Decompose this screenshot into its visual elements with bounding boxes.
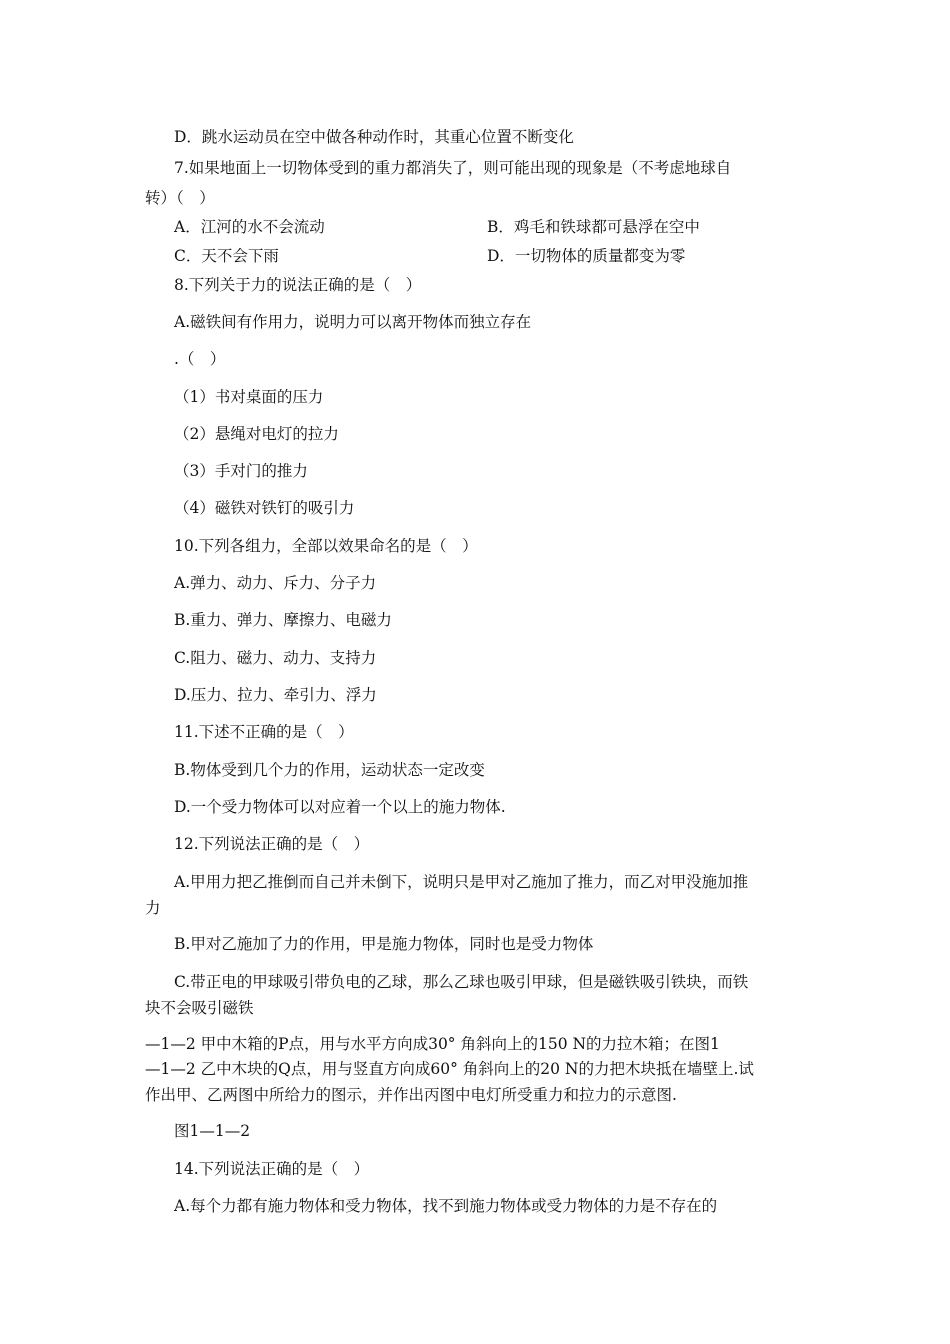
text-line: 块不会吸引磁铁 <box>145 999 254 1017</box>
option-d: D．一切物体的质量都变为零 <box>487 247 686 265</box>
question-13-text: —1—2 乙中木块的Q点，用与竖直方向成60° 角斜向上的20 N的力把木块抵在墙壁上.试 <box>145 1060 754 1078</box>
option-b: B.甲对乙施加了力的作用，甲是施力物体，同时也是受力物体 <box>174 935 594 953</box>
text-line: 转）（ ） <box>145 189 215 207</box>
option-a: A．江河的水不会流动 <box>174 218 325 236</box>
list-item: （1）书对桌面的压力 <box>174 388 324 406</box>
option-d: D.一个受力物体可以对应着一个以上的施力物体. <box>174 798 506 816</box>
option-d: D.压力、拉力、牵引力、浮力 <box>174 686 377 704</box>
option-a: A.甲用力把乙推倒而自己并未倒下，说明只是甲对乙施加了推力，而乙对甲没施加推 <box>174 873 749 891</box>
option-b: B.重力、弹力、摩擦力、电磁力 <box>174 611 392 629</box>
text-line: 力 <box>145 899 161 917</box>
figure-caption: 图1—1—2 <box>174 1122 251 1140</box>
question-7: 7.如果地面上一切物体受到的重力都消失了，则可能出现的现象是（不考虑地球自 <box>174 159 732 177</box>
text-line: A.磁铁间有作用力，说明力可以离开物体而独立存在 <box>174 313 532 331</box>
option-b: B．鸡毛和铁球都可悬浮在空中 <box>487 218 700 236</box>
list-item: （4）磁铁对铁钉的吸引力 <box>174 499 355 517</box>
question-13-text: —1—2 甲中木箱的P点，用与水平方向成30° 角斜向上的150 N的力拉木箱；在图1 <box>145 1035 720 1053</box>
option-b: B.物体受到几个力的作用，运动状态一定改变 <box>174 761 485 779</box>
list-item: （3）手对门的推力 <box>174 462 308 480</box>
text-line: .（ ） <box>174 350 226 368</box>
question-10: 10.下列各组力，全部以效果命名的是（ ） <box>174 537 478 555</box>
question-14: 14.下列说法正确的是（ ） <box>174 1160 370 1178</box>
text-line: D．跳水运动员在空中做各种动作时，其重心位置不断变化 <box>174 128 574 146</box>
option-c: C.带正电的甲球吸引带负电的乙球，那么乙球也吸引甲球，但是磁铁吸引铁块，而铁 <box>174 973 749 991</box>
question-12: 12.下列说法正确的是（ ） <box>174 835 370 853</box>
option-c: C．天不会下雨 <box>174 247 279 265</box>
list-item: （2）悬绳对电灯的拉力 <box>174 425 339 443</box>
option-a: A.弹力、动力、斥力、分子力 <box>174 574 377 592</box>
question-11: 11.下述不正确的是（ ） <box>174 723 354 741</box>
question-13-text: 作出甲、乙两图中所给力的图示，并作出丙图中电灯所受重力和拉力的示意图. <box>145 1086 677 1104</box>
option-c: C.阻力、磁力、动力、支持力 <box>174 649 377 667</box>
option-a: A.每个力都有施力物体和受力物体，找不到施力物体或受力物体的力是不存在的 <box>174 1197 718 1215</box>
question-8: 8.下列关于力的说法正确的是（ ） <box>174 276 422 294</box>
